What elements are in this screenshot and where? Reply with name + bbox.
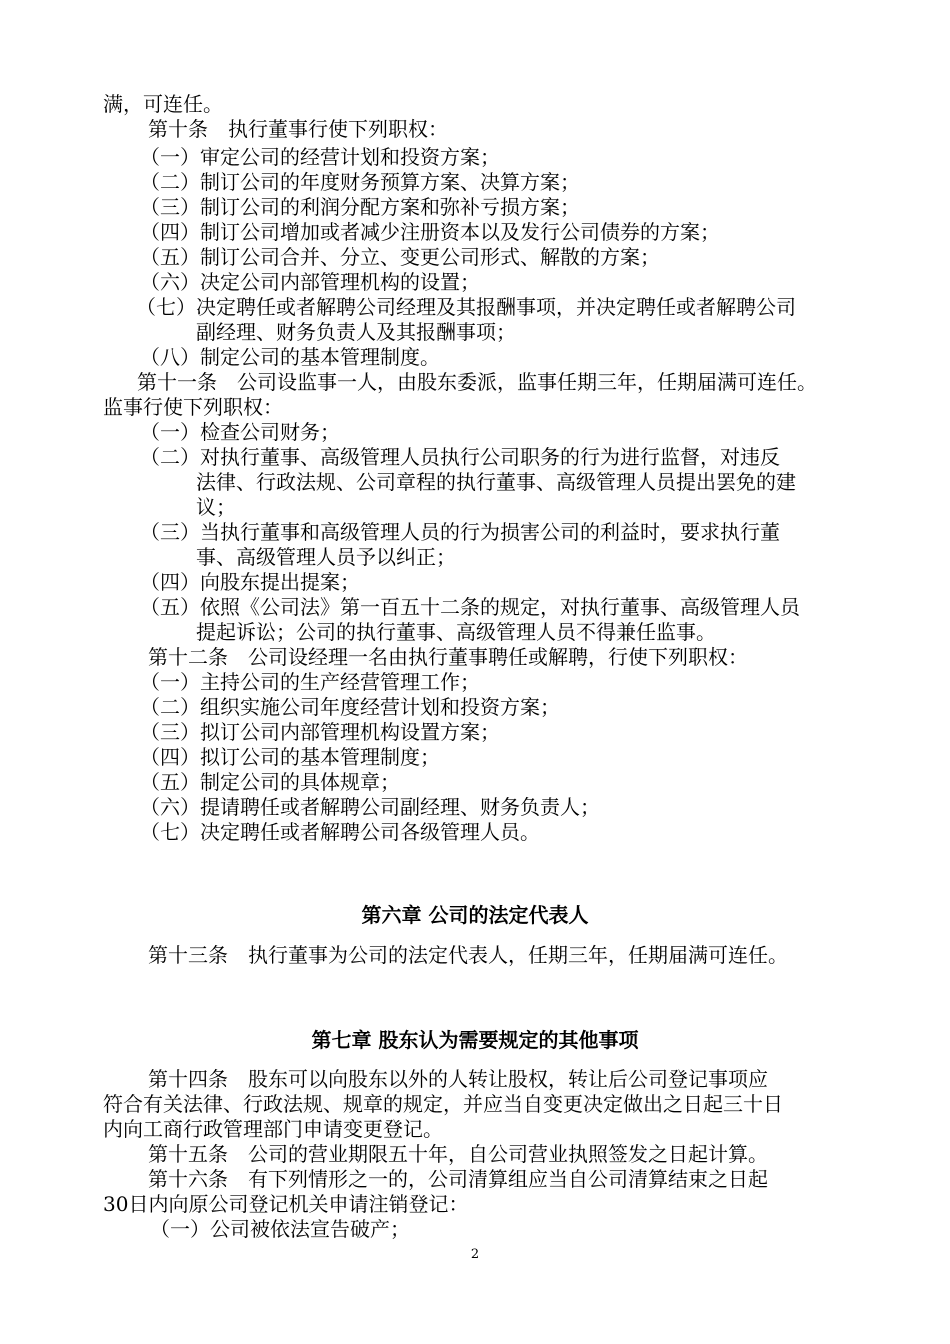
text-line: 30日内向原公司登记机关申请注销登记： <box>103 1192 469 1216</box>
article-13-heading: 第十三条 执行董事为公司的法定代表人，任期三年，任期届满可连任。 <box>148 943 788 967</box>
text-line: 监事行使下列职权： <box>103 395 283 419</box>
list-item: （四）拟订公司的基本管理制度； <box>140 745 440 769</box>
list-item: （七）决定聘任或者解聘公司各级管理人员。 <box>140 820 540 844</box>
list-item: （一）公司被依法宣告破产； <box>150 1217 410 1241</box>
list-item: （二）制订公司的年度财务预算方案、决算方案； <box>140 170 580 194</box>
list-item-continuation: 副经理、财务负责人及其报酬事项； <box>196 320 516 344</box>
list-item: （二）组织实施公司年度经营计划和投资方案； <box>140 695 560 719</box>
list-item: （七）决定聘任或者解聘公司经理及其报酬事项，并决定聘任或者解聘公司 <box>136 295 796 319</box>
list-item: （五）依照《公司法》第一百五十二条的规定，对执行董事、高级管理人员 <box>140 595 800 619</box>
list-item: （三）当执行董事和高级管理人员的行为损害公司的利益时，要求执行董 <box>140 520 780 544</box>
list-item: （四）向股东提出提案； <box>140 570 360 594</box>
list-item-continuation: 议； <box>196 495 236 519</box>
article-15-heading: 第十五条 公司的营业期限五十年，自公司营业执照签发之日起计算。 <box>148 1142 768 1166</box>
article-12-heading: 第十二条 公司设经理一名由执行董事聘任或解聘，行使下列职权： <box>148 645 748 669</box>
article-11-heading: 第十一条 公司设监事一人，由股东委派，监事任期三年，任期届满可连任。 <box>137 370 817 394</box>
list-item: （一）主持公司的生产经营管理工作； <box>140 670 480 694</box>
list-item: （五）制订公司合并、分立、变更公司形式、解散的方案； <box>140 245 660 269</box>
page-number: 2 <box>470 1247 480 1262</box>
article-16-heading: 第十六条 有下列情形之一的，公司清算组应当自公司清算结束之日起 <box>148 1167 768 1191</box>
list-item: （一）检查公司财务； <box>140 420 340 444</box>
list-item: （三）拟订公司内部管理机构设置方案； <box>140 720 500 744</box>
list-item: （二）对执行董事、高级管理人员执行公司职务的行为进行监督，对违反 <box>140 445 780 469</box>
chapter-6-heading: 第六章 公司的法定代表人 <box>361 903 589 927</box>
list-item-continuation: 法律、行政法规、公司章程的执行董事、高级管理人员提出罢免的建 <box>196 470 796 494</box>
text-line: 内向工商行政管理部门申请变更登记。 <box>103 1117 443 1141</box>
article-10-heading: 第十条 执行董事行使下列职权： <box>148 117 448 141</box>
list-item: （五）制定公司的具体规章； <box>140 770 400 794</box>
list-item-continuation: 事、高级管理人员予以纠正； <box>196 545 456 569</box>
list-item: （八）制定公司的基本管理制度。 <box>140 345 440 369</box>
list-item: （六）决定公司内部管理机构的设置； <box>140 270 480 294</box>
article-14-heading: 第十四条 股东可以向股东以外的人转让股权，转让后公司登记事项应 <box>148 1067 768 1091</box>
list-item: （三）制订公司的利润分配方案和弥补亏损方案； <box>140 195 580 219</box>
text-line: 符合有关法律、行政法规、规章的规定，并应当自变更决定做出之日起三十日 <box>103 1092 783 1116</box>
text-line: 满，可连任。 <box>103 92 223 116</box>
chapter-7-heading: 第七章 股东认为需要规定的其他事项 <box>311 1028 639 1052</box>
list-item: （四）制订公司增加或者减少注册资本以及发行公司债券的方案； <box>140 220 720 244</box>
list-item: （六）提请聘任或者解聘公司副经理、财务负责人； <box>140 795 600 819</box>
list-item: （一）审定公司的经营计划和投资方案； <box>140 145 500 169</box>
list-item-continuation: 提起诉讼；公司的执行董事、高级管理人员不得兼任监事。 <box>196 620 716 644</box>
